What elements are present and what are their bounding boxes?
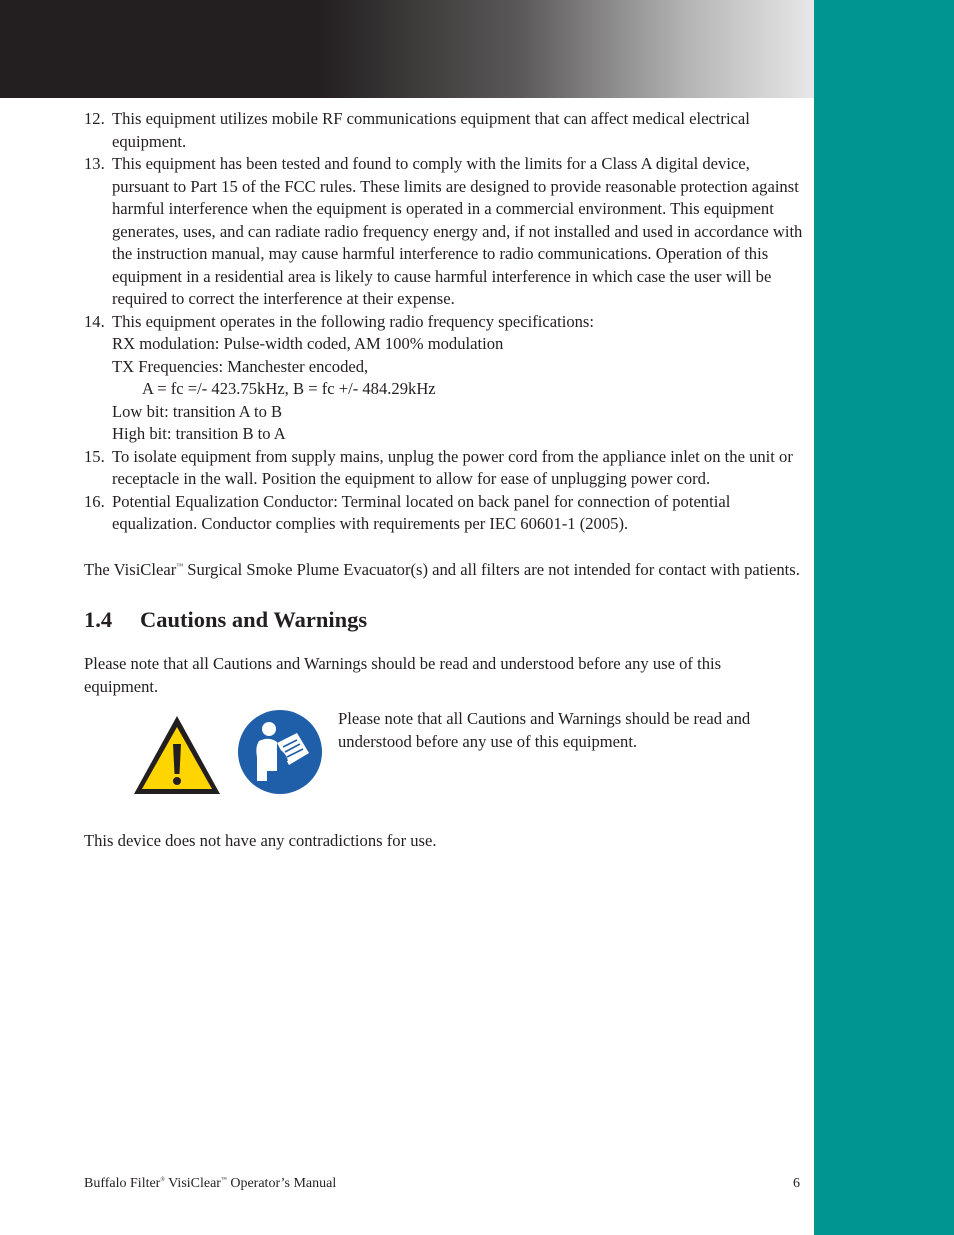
list-item	[84, 311, 804, 446]
list-item	[84, 491, 804, 536]
side-accent-bar-top	[838, 0, 954, 98]
high-bit-text: High bit: transition B to A	[112, 424, 286, 443]
list-item	[84, 108, 804, 153]
cautions-intro-text: Please note that all Cautions and Warnings should be read and understood before any use of this equipment.	[84, 654, 722, 696]
registered-symbol: ®	[160, 1177, 165, 1183]
list-number: 12.	[84, 109, 105, 128]
list-number: 13.	[84, 154, 105, 173]
list-text: Potential Equalization Conductor: Terminal located on back panel for connection of potential equalization. Conductor complies with requirements per IEC 60601-1 (2005).	[112, 491, 731, 533]
rx-modulation-text: RX modulation: Pulse-width coded, AM 100% modulation	[112, 334, 504, 353]
trademark-symbol: ™	[220, 1177, 227, 1183]
trademark-symbol: ™	[176, 561, 184, 570]
list-number: 14.	[84, 311, 105, 331]
page-content	[84, 108, 804, 853]
frequency-values-text: A = fc =/- 423.75kHz, B = fc +/- 484.29kHz	[142, 379, 436, 398]
low-bit-text: Low bit: transition A to B	[112, 401, 283, 421]
list-item	[84, 153, 804, 311]
specification-list	[84, 108, 804, 536]
footer-document-title: Operator’s Manual	[226, 1176, 337, 1191]
list-text: This equipment has been tested and found to comply with the limits for a Class A digital device, pursuant to Part 15 of the FCC rules. These limits are designed to provide reasonable protection against harmful interference when the equipment is operated in a commercial environment. This equipment generates, uses, and can radiate radio frequency energy and, if not installed and used in accordance with the instruction manual, may cause harmful interference to radio communications. Operation of this equipment in a residential area is likely to cause harmful interference in which case the user will be required to correct the interference at their expense.	[112, 154, 803, 308]
patient-contact-note	[84, 559, 804, 582]
list-number: 15.	[84, 446, 105, 466]
section-number: 1.4	[84, 607, 113, 632]
list-text: This equipment operates in the following radio frequency specifications:	[112, 311, 594, 331]
list-text: To isolate equipment from supply mains, unplug the power cord from the appliance inlet on the unit or receptacle in the wall. Position the equipment to allow for ease of unplugging power cord.	[112, 446, 793, 488]
list-item	[84, 446, 804, 491]
note-text-start: The VisiClear	[84, 559, 177, 579]
safety-icons-row	[84, 708, 804, 808]
list-text: This equipment utilizes mobile RF communications equipment that can affect medical electrical equipment.	[112, 109, 750, 151]
section-title: Cautions and Warnings	[140, 607, 368, 632]
icons-caption: Please note that all Cautions and Warnings should be read and understood before any use of this equipment.	[338, 709, 751, 751]
read-manual-icon	[237, 709, 323, 795]
warning-triangle-icon	[132, 714, 222, 796]
contraindications-statement: This device does not have any contradictions for use.	[84, 831, 437, 850]
list-number: 16.	[84, 491, 105, 511]
page-number: 6	[793, 1176, 800, 1191]
section-heading	[84, 605, 804, 635]
side-accent-bar	[814, 0, 954, 1235]
header-banner	[0, 0, 838, 98]
note-text-end: Surgical Smoke Plume Evacuator(s) and all filters are not intended for contact with patients.	[183, 559, 800, 579]
footer-product: VisiClear	[164, 1176, 221, 1191]
tx-frequencies-text: TX Frequencies: Manchester encoded,	[112, 356, 369, 376]
page-footer	[84, 1174, 800, 1194]
footer-brand: Buffalo Filter	[84, 1176, 161, 1191]
